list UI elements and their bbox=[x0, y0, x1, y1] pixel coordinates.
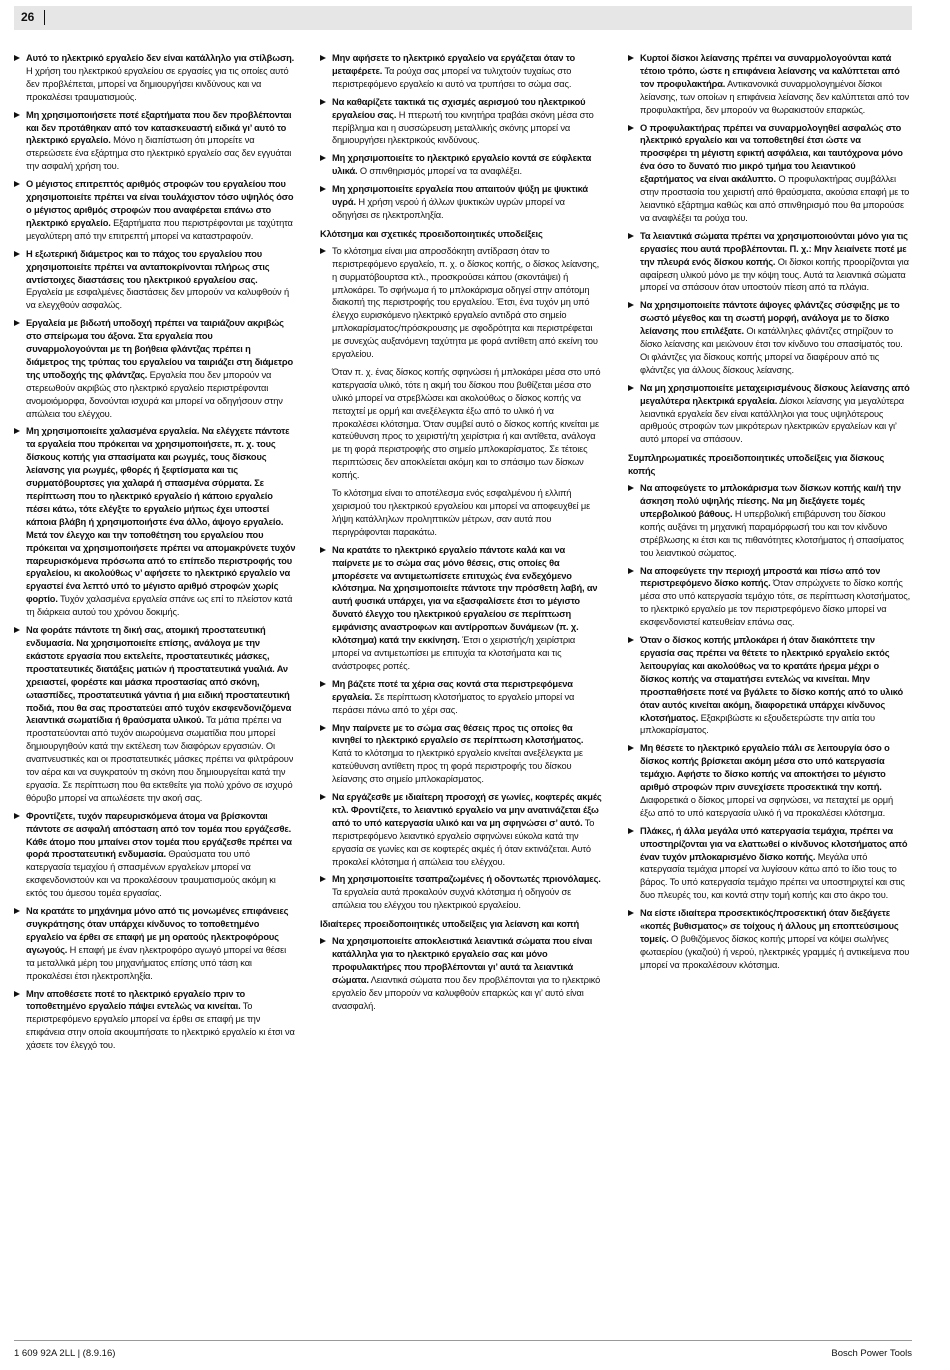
bullet-item-text: Εργαλεία με εσφαλμένες διαστάσεις δεν μπορούν να καλυφθούν ή να ελεγχθούν ασφαλώς. bbox=[26, 287, 290, 311]
bullet-item bbox=[628, 482, 910, 559]
bullet-item-bold: Μην αποθέσετε ποτέ το ηλεκτρικό εργαλείο πριν το τοποθετημένο εργαλείο πάψει εντελώς να κινείται. bbox=[26, 988, 246, 1012]
bullet-item-bold: Μην παίρνετε με το σώμα σας θέσεις προς τις οποίες θα κινηθεί το ηλεκτρικό εργαλείο σε περίπτωση κλοτσήματος. bbox=[332, 722, 584, 746]
bullet-item-text: Κατά το κλότσημα το ηλεκτρικό εργαλείο κινείται ανεξέλεγκτα με κατεύθυνση αντίθετη προς τη φορά περιστροφής του δίσκου λείανσης στο σημείο μπλοκαρίσματος. bbox=[332, 748, 583, 785]
bullet-item bbox=[628, 230, 910, 295]
bullet-item bbox=[14, 425, 296, 619]
bullet-item bbox=[320, 791, 602, 868]
bullet-item bbox=[14, 52, 296, 104]
bullet-item-bold: Τα λειαντικά σώματα πρέπει να χρησιμοποιούνται μόνο για τις εργασίες που αυτά προβλέπονται. Π. χ.: Μην λειαίνετε ποτέ με την πλευρά ενός δίσκου κοπής. bbox=[640, 230, 908, 267]
bullet-item bbox=[628, 382, 910, 447]
bullet-triangle-icon bbox=[14, 428, 20, 434]
bullet-item-bold: Φροντίζετε, τυχόν παρευρισκόμενα άτομα να βρίσκονται πάντοτε σε ασφαλή απόσταση από τον τομέα που εργάζεσθε. Κάθε άτομο που μπαίνει στον τομέα που εργάζεσθε πρέπει να φορά προστατευτική ενδυμασία. bbox=[26, 810, 292, 860]
bullet-item-bold: Να κρατάτε το μηχάνημα μόνο από τις μονωμένες επιφάνειες συγκράτησης όταν υπάρχει κίνδυνος το τοποθετημένο εργαλείο να έρθει σε επαφή με μη ορατούς ηλεκτροφόρους αγωγούς. bbox=[26, 906, 289, 955]
bullet-item bbox=[628, 122, 910, 225]
column-2 bbox=[320, 52, 602, 1018]
bullet-triangle-icon bbox=[14, 908, 20, 914]
bullet-item-bold: Η εξωτερική διάμετρος και το πάχος του εργαλείου που χρησιμοποιείτε πρέπει να ανταποκρίνονται πλήρως στις αντίστοιχες διαστάσεις του ηλεκτρικού εργαλείου σας. bbox=[26, 248, 270, 285]
bullet-triangle-icon bbox=[320, 681, 326, 687]
bullet-triangle-icon bbox=[320, 725, 326, 731]
bullet-item-bold: Μη χρησιμοποιείτε εργαλεία που απαιτούν ψύξη με ψυκτικά υγρά. bbox=[332, 184, 588, 208]
page-number: 26 bbox=[21, 10, 35, 24]
section-heading-kickback: Κλότσημα και σχετικές προειδοποιητικές υποδείξεις bbox=[320, 228, 543, 239]
bullet-item-text: Ο προφυλακτήρας συμβάλλει στην προστασία του χειριστή από θραύσματα, ακούσια επαφή με το λειαντικό εξάρτημα καθώς και από σπινθηρισμό που θα μπορούσε να αναφλέξει τα ρούχα του. bbox=[640, 174, 910, 223]
bullet-triangle-icon bbox=[14, 627, 20, 633]
bullet-item-text: Ο σπινθηρισμός μπορεί να τα αναφλέξει. bbox=[357, 166, 522, 177]
bullet-item-text: Η χρήση νερού ή άλλων ψυκτικών υγρών μπορεί να οδηγήσει σε ηλεκτροπληξία. bbox=[332, 197, 565, 220]
bullet-item-text: Τα εργαλεία αυτά προκαλούν συχνά κλότσημα ή οδηγούν σε απώλεια του ελέγχου του ηλεκτρικού εργαλείου. bbox=[332, 887, 572, 911]
bullet-triangle-icon bbox=[14, 112, 20, 118]
bullet-item bbox=[628, 52, 910, 117]
bullet-triangle-icon bbox=[14, 251, 20, 257]
bullet-item bbox=[14, 178, 296, 243]
bullet-triangle-icon bbox=[320, 248, 326, 254]
bullet-item bbox=[320, 52, 602, 91]
bullet-item-text: Τα ρούχα σας μπορεί να τυλιχτούν τυχαίως στο περιστρεφόμενο εργαλείο κι αυτό να τρυπήσει το σώμα σας. bbox=[332, 65, 572, 89]
bullet-item bbox=[14, 248, 296, 313]
bullet-item-text: Το περιστρεφόμενο λειαντικό εργαλείο σφηνώνει εύκολα κατά την εργασία σε γωνίες και σε κοφτερές ακμές ή όταν εκτινάζεται. Αυτό προκαλεί κλότσημα ή απώλεια του ελέγχου. bbox=[332, 817, 595, 867]
column-1 bbox=[14, 52, 296, 1057]
bullet-triangle-icon bbox=[320, 99, 326, 105]
kickback-item bbox=[320, 245, 602, 361]
footer-doc-id: 1 609 92A 2LL | (8.9.16) bbox=[14, 1348, 116, 1359]
bullet-item-bold: Μη χρησιμοποιείτε τσαπραζωμένες ή οδοντωτές πριονόλαμες. bbox=[332, 874, 601, 885]
section-heading-grinding: Ιδιαίτερες προειδοποιητικές υποδείξεις για λείανση και κοπή bbox=[320, 919, 580, 930]
bullet-triangle-icon bbox=[14, 813, 20, 819]
bullet-item-bold: Αυτό το ηλεκτρικό εργαλείο δεν είναι κατάλληλο για στίλβωση. bbox=[26, 53, 295, 63]
bullet-triangle-icon bbox=[628, 55, 634, 61]
bullet-item bbox=[320, 183, 602, 222]
bullet-item bbox=[320, 96, 602, 148]
kickback-paragraph-2: Όταν π. χ. ένας δίσκος κοπής σφηνώσει ή μπλοκάρει μέσα στο υπό κατεργασία υλικό, τότε η ακμή του δίσκου που βυθίζεται μέσα στο υλικό μπορεί να στρεβλώσει και ακολούθως ο δίσκος κοπής να πεταχτεί με ορμή και ανεξέλεγκτα έξω από το υλικό ή να προκαλέσει κλότσημα. Όταν συμβεί αυτό ο δίσκος κοπής κινείται με κατεύθυνση προς το χειριστή/τη χειρίστρια ή και αντίθετα, ανάλογα με τη φορά περιστροφής στο σημείο μπλοκαρίσματος. Σε τέτοιες περιπτώσεις δεν αποκλείεται ακόμη και το σπάσιμο των δίσκων κοπής. bbox=[332, 366, 601, 481]
bullet-triangle-icon bbox=[320, 794, 326, 800]
bullet-triangle-icon bbox=[628, 637, 634, 643]
bullet-triangle-icon bbox=[320, 55, 326, 61]
bullet-item-text: Οι δίσκοι κοπής προορίζονται για αφαίρεση υλικού μόνο με την κόψη τους. Αυτά τα λειαντικά σώματα μπορεί να σπάσουν όταν υποστούν πίεση από τα πλάγια. bbox=[640, 256, 909, 293]
bullet-item bbox=[14, 109, 296, 174]
bullet-item-bold: Μη χρησιμοποιήσετε ποτέ εξαρτήματα που δεν προβλέπονται και δεν προτάθηκαν από τον κατασκευαστή ειδικά γι’ αυτό το ηλεκτρικό εργαλείο. bbox=[26, 109, 292, 146]
bullet-item-text: Τα μάτια πρέπει να προστατεύονται από τυχόν αιωρούμενα σωματίδια που μπορεί δημιουργηθούν κατά την εκτέλεση των διαφόρων εργασιών. Οι αναπνευστικές και οι προστατευτικές μάσκες πρέπει να φιλτράρουν τον αέρα και να συγκρατούν τη σκόνη που δημιουργείται κατά την εργασία. Σε περίπτωση που θα εκτεθείτε για πολύ χρόνο σε ισχυρό θόρυβο μπορεί να απωλέσετε την ακοή σας. bbox=[26, 715, 294, 803]
bullet-item-bold: Ο προφυλακτήρας πρέπει να συναρμολογηθεί ασφαλώς στο ηλεκτρικό εργαλείο και να τοποθετηθεί έτσι ώστε να προσφέρει τη μέγιστη εφικτή ασφάλεια, και ταυτόχρονα μόνο ένα όσο το δυνατό πιο μικρό τμήμα του λειαντικού εξαρτήματος να είναι ακάλυπτο. bbox=[640, 122, 903, 185]
bullet-item-bold: Να εργάζεσθε με ιδιαίτερη προσοχή σε γωνίες, κοφτερές ακμές κτλ. Φροντίζετε, το λειαντικό εργαλείο να μην ανατινάζεται έξω από το υπό κατεργασία υλικό και να μη σφηνώσει σ’ αυτό. bbox=[332, 792, 602, 828]
bullet-item-bold: Μη θέσετε το ηλεκτρικό εργαλείο πάλι σε λειτουργία όσο ο δίσκος κοπής βρίσκεται ακόμη μέσα στο υπό κατεργασία τεμάχιο. Αφήστε το δίσκο κοπής να αποκτήσει το μέγιστο αριθμό στροφών πριν συνεχίσετε προσεκτικά την κοπή. bbox=[640, 743, 890, 793]
bullet-item-text: Λειαντικά σώματα που δεν προβλέπονται για το ηλεκτρικό εργαλείο δεν μπορούν να καλυφθούν επαρκώς και γι’ αυτό είναι ανασφαλή. bbox=[332, 974, 601, 1011]
bullet-triangle-icon bbox=[628, 745, 634, 751]
bullet-item-bold: Μη χρησιμοποιείτε το ηλεκτρικό εργαλείο κοντά σε εύφλεκτα υλικά. bbox=[332, 153, 592, 177]
bullet-item bbox=[628, 825, 910, 902]
bullet-item bbox=[320, 152, 602, 178]
bullet-item-text: Η υπερβολική επιβάρυνση του δίσκου κοπής αυξάνει τη μηχανική παραμόρφωσή του και τον κίνδυνο στρέβλωσης κι έτσι και τις πιθανότητες κλοτσήματος ή σπασίματος του λειαντικού σώματος. bbox=[640, 508, 904, 558]
bullet-triangle-icon bbox=[320, 876, 326, 882]
bullet-triangle-icon bbox=[320, 547, 326, 553]
bullet-triangle-icon bbox=[14, 320, 20, 326]
page-header-bar bbox=[14, 6, 912, 30]
bullet-triangle-icon bbox=[628, 568, 634, 574]
bullet-item-bold: Πλάκες, ή άλλα μεγάλα υπό κατεργασία τεμάχια, πρέπει να υποστηρίζονται για να ελαττωθεί ο κίνδυνος κλοτσήματος από έναν τυχόν μπλοκαρισμένο δίσκο κοπής. bbox=[640, 825, 908, 862]
bullet-item-bold: Μη χρησιμοποιείτε χαλασμένα εργαλεία. Να ελέγχετε πάντοτε τα εργαλεία που πρόκειται να χρησιμοποιήσετε, π. χ. τους δίσκους κοπής για σπασίματα και ρωγμές, τους δίσκους λείανσης για ρωγμές, φθορές ή ξεφτίσματα και τις συρματόβουρτσες για χαλαρά ή σπασμένα σύρματα. Σε περίπτωση που το ηλεκτρικό εργαλείο ή κάποιο εργαλείο πέσει κάτω, τότε ελέγξτε το εργαλείο μήπως έχει υποστεί κάποια βλάβη ή χρησιμοποιήστε ένα άλλο, άψογο εργαλείο. Μετά τον έλεγχο και την τοποθέτηση του εργαλείου που πρόκειται να χρησιμοποιήσετε πρέπει να απομακρύνετε τυχόν παρευρισκόμενα πρόσωπα από το επίπεδο περιστροφής του εργαλείου, κι ακολούθως ν’ αφήσετε το ηλεκτρικό εργαλείο να εργαστεί ένα λεπτό υπό το μέγιστο αριθμό στροφών χωρίς φορτίο. bbox=[26, 426, 296, 605]
bullet-triangle-icon bbox=[628, 302, 634, 308]
bullet-triangle-icon bbox=[320, 938, 326, 944]
bullet-item-text: Εξαρτήματα που περιστρέφονται με ταχύτητα μεγαλύτερη από την επιτρεπτή μπορεί να καταστραφούν. bbox=[26, 217, 293, 241]
bullet-item bbox=[14, 810, 296, 900]
bullet-item-bold: Να καθαρίζετε τακτικά τις σχισμές αερισμού του ηλεκτρικού εργαλείου σας. bbox=[332, 96, 586, 120]
bullet-item bbox=[628, 299, 910, 376]
bullet-triangle-icon bbox=[14, 991, 20, 997]
bullet-item bbox=[320, 722, 602, 787]
footer-brand: Bosch Power Tools bbox=[831, 1348, 912, 1359]
header-separator bbox=[44, 10, 45, 25]
bullet-item-bold: Να αποφεύγετε την περιοχή μπροστά και πίσω από τον περιστρεφόμενο δίσκο κοπής. bbox=[640, 565, 881, 589]
bullet-triangle-icon bbox=[14, 55, 20, 61]
bullet-item bbox=[14, 988, 296, 1053]
bullet-item-text: Δίσκοι λείανσης για μεγαλύτερα λειαντικά εργαλεία δεν είναι κατάλληλοι για τους υψηλότερους αριθμούς στροφών των μικρότερων ηλεκτρικών εργαλείων και γι’ αυτό μπορεί να σπάσουν. bbox=[640, 395, 904, 445]
bullet-item-bold: Ο μέγιστος επιτρεπτός αριθμός στροφών του εργαλείου που χρησιμοποιείτε πρέπει να είναι τουλάχιστον τόσο υψηλός όσο ο μέγιστος αριθμός στροφών που αναφέρεται επάνω στο ηλεκτρικό εργαλείο. bbox=[26, 179, 294, 228]
bullet-item-bold: Μην αφήσετε το ηλεκτρικό εργαλείο να εργάζεται όταν το μεταφέρετε. bbox=[332, 53, 576, 76]
bullet-item bbox=[320, 678, 602, 717]
bullet-triangle-icon bbox=[628, 910, 634, 916]
bullet-item-text: Η πτερωτή του κινητήρα τραβάει σκόνη μέσα στο περίβλημα και η συσσώρευση μεταλλικής σκόνης μπορεί να δημιουργήσει ηλεκτρικούς κινδύνους. bbox=[332, 109, 594, 146]
bullet-triangle-icon bbox=[628, 485, 634, 491]
bullet-item-text: Οι κατάλληλες φλάντζες στηρίζουν το δίσκο λείανσης και μειώνουν έτσι τον κίνδυνο του σπασίματός του. Οι φλάντζες για δίσκους κοπής μπορεί να διαφέρουν από τις φλάντζες για άλλους δίσκους λείανσης. bbox=[640, 326, 903, 375]
bullet-item bbox=[14, 317, 296, 420]
bullet-item-text: Τυχόν χαλασμένα εργαλεία σπάνε ως επί το πλείστον κατά τη διάρκεια αυτού του χρόνου δοκιμής. bbox=[26, 594, 293, 618]
bullet-item-text: Εργαλεία που δεν μπορούν να στερεωθούν ακριβώς στο ηλεκτρικό εργαλείο περιστρέφονται ανομοιόμορφα, δονούνται ισχυρά και μπορεί να οδηγήσουν στην απώλεια του ελέγχου. bbox=[26, 369, 283, 419]
bullet-item-bold: Όταν ο δίσκος κοπής μπλοκάρει ή όταν διακόπτετε την εργασία σας πρέπει να θέτετε το ηλεκτρικό εργαλείο εκτός λειτουργίας και ακολούθως να το κρατάτε ήρεμα μέχρι ο δίσκος κοπής να σταματήσει εντελώς να κινείται. Μην προσπαθήσετε ποτέ να βγάλετε το δίσκο κοπής από το υλικό όταν αυτός κινείται ακόμη, διαφορετικά υπάρχει κίνδυνος κλοτσήματος. bbox=[640, 635, 904, 723]
bullet-item-bold: Να χρησιμοποιείτε πάντοτε άψογες φλάντζες σύσφιξης με το σωστό μέγεθος και τη σωστή μορφή, ανάλογα με το δίσκο λείανσης που επιλέξατε. bbox=[640, 300, 900, 337]
bullet-item-text: Η επαφή με έναν ηλεκτροφόρο αγωγό μπορεί να θέσει τα μεταλλικά μέρη του μηχανήματος επίσης υπό τάση και προκαλέσει έτσι ηλεκτροπληξία. bbox=[26, 944, 287, 981]
bullet-item-bold: Μη βάζετε ποτέ τα χέρια σας κοντά στα περιστρεφόμενα εργαλεία. bbox=[332, 678, 573, 702]
bullet-item-text: Μεγάλα υπό κατεργασία τεμάχια μπορεί να λυγίσουν κάτω από το ίδιο τους το βάρος. Το υπό κατεργασία τεμάχιο πρέπει να υποστηριχτεί και στις δυο πλευρές του, και κοντά στην τομή κοπής και στο άκρο του. bbox=[640, 851, 905, 901]
bullet-triangle-icon bbox=[628, 385, 634, 391]
bullet-item-text: Εξακριβώστε κι εξουδετερώστε την αιτία του μπλοκαρίσματος. bbox=[640, 712, 875, 736]
bullet-item bbox=[320, 544, 602, 673]
bullet-item bbox=[14, 624, 296, 805]
section-heading-cutoff: Συμπληρωματικές προειδοποιητικές υποδείξεις για δίσκους κοπής bbox=[628, 453, 885, 477]
bullet-triangle-icon bbox=[320, 186, 326, 192]
bullet-item-bold: Να είστε ιδιαίτερα προσεκτικός/προσεκτική όταν διεξάγετε «κοπές βυθισματος» σε τοίχους ή άλλους μη εποπτεύσιμους τομείς. bbox=[640, 908, 899, 944]
bullet-item bbox=[14, 905, 296, 982]
bullet-item-bold: Να χρησιμοποιείτε αποκλειστικά λειαντικά σώματα που είναι κατάλληλα για το ηλεκτρικό εργαλείο σας και μόνο προφυλακτήρες που προβλέπονται γι’ αυτά τα λειαντικά σώματα. bbox=[332, 936, 593, 985]
bullet-item-bold: Να αποφεύγετε το μπλοκάρισμα των δίσκων κοπής και/ή την άσκηση πολύ υψηλής πίεσης. Να μη διεξάγετε τομές υπερβολικού βάθους. bbox=[640, 483, 901, 519]
bullet-triangle-icon bbox=[14, 181, 20, 187]
bullet-item bbox=[628, 634, 910, 737]
bullet-item-text: Η χρήση του ηλεκτρικού εργαλείου σε εργασίες για τις οποίες αυτό δεν προβλέπεται, μπορεί να δημιουργήσει κινδύνους και να προκαλέσει τραυματισμούς. bbox=[26, 65, 289, 102]
bullet-item bbox=[628, 565, 910, 630]
bullet-item-text: Σε περίπτωση κλοτσήματος το εργαλείο μπορεί να περάσει πάνω από το χέρι σας. bbox=[332, 691, 575, 715]
bullet-item bbox=[628, 907, 910, 972]
column-3 bbox=[628, 52, 910, 977]
bullet-triangle-icon bbox=[628, 828, 634, 834]
bullet-item-bold: Εργαλεία με βιδωτή υποδοχή πρέπει να ταιριάζουν ακριβώς στο σπείρωμα του άξονα. Στα εργαλεία που συναρμολογούνται με τη βοήθεια φλάντζας πρέπει η διάμετρος της τρύπας του εργαλείου να ταιριάζει στη διάμετρο της υποδοχής της φλάντζας. bbox=[26, 318, 293, 380]
bullet-item-text: Έτσι ο χειριστής/η χειρίστρια μπορεί να αντιμετωπίσει με επιτυχία τα κλοτσήματα και τις ανάστροφες ροπές. bbox=[332, 635, 576, 671]
bullet-item bbox=[320, 873, 602, 912]
bullet-item-text: Μόνο η διαπίστωση ότι μπορείτε να στερεώσετε ένα εξάρτημα στο ηλεκτρικό εργαλείο σας δεν εγγυάται την ασφαλή χρήση του. bbox=[26, 135, 292, 172]
bullet-item bbox=[320, 935, 602, 1012]
bullet-item-text: Αντικανονικά συναρμολογημένοι δίσκοι λείανσης, των οποίων η επιφάνεια λείανσης δεν καλύπτεται από τον προφυλακτήρα, δεν μπορούν να θωρακιστούν επαρκώς. bbox=[640, 78, 910, 115]
bullet-item-text: Όταν σπρώχνετε το δίσκο κοπής μέσα στο υπό κατεργασία τεμάχιο τότε, σε περίπτωση κλοτσήματος, το ηλεκτρικό εργαλείο με τον περιστρεφόμενο δίσκο μπορεί να εκσφενδονιστεί κατευθείαν επάνω σας. bbox=[640, 578, 911, 628]
bullet-item-text: Ο βυθιζόμενος δίσκος κοπής μπορεί να κόψει σωλήνες φωταερίου (γκαζιού) ή νερού, ηλεκτρικές γραμμές ή αντικείμενα που μπορεί να προκαλέσουν κλότσημα. bbox=[640, 934, 910, 970]
bullet-item-bold: Να μη χρησιμοποιείτε μεταχειρισμένους δίσκους λείανσης από μεγαλύτερα ηλεκτρικά εργαλεία. bbox=[640, 382, 910, 406]
bullet-item-text: Το περιστρεφόμενο εργαλείο μπορεί να έρθει σε επαφή με την επιφάνεια στην οποία ακουμπήσατε το ηλεκτρικό εργαλείο κι έτσι να χάσετε τον έλεγχό του. bbox=[26, 1001, 295, 1051]
bullet-item-bold: Να φοράτε πάντοτε τη δική σας, ατομική προστατευτική ενδυμασία. Να χρησιμοποιείτε επίσης, ανάλογα με την εκάστοτε εργασία που εκτελείτε, προστατευτικές μάσκες, προστατευτικές διατάξεις ματιών ή προστατευτικά γυαλιά. Αν χρειαστεί, φορέστε και μάσκα προστασίας από σκόνη, ωτασπίδες, προστατευτικά γάντια ή μια ειδική προστατευτική ποδιά, που θα σας προστατεύει από τυχόν εκσφενδονιζόμενα λειαντικά σωματίδια ή θραύσματα υλικού. bbox=[26, 625, 292, 726]
bullet-item bbox=[628, 742, 910, 819]
bullet-item-bold: Κυρτοί δίσκοι λείανσης πρέπει να συναρμολογούνται κατά τέτοιο τρόπο, ώστε η επιφάνεια λείανσης να καλύπτεται από τον προφυλακτήρα. bbox=[640, 53, 900, 89]
footer-rule bbox=[14, 1340, 912, 1341]
bullet-triangle-icon bbox=[628, 233, 634, 239]
kickback-paragraph-3: Το κλότσημα είναι το αποτέλεσμα ενός εσφαλμένου ή ελλιπή χειρισμού του ηλεκτρικού εργαλείου και μπορεί να αποφευχθεί με λήψη κατάλληλων προληπτικών μέτρων, σαν αυτά που περιγράφονται παρακάτω. bbox=[332, 488, 591, 537]
bullet-triangle-icon bbox=[320, 155, 326, 161]
bullet-triangle-icon bbox=[628, 125, 634, 131]
bullet-item-text: Διαφορετικά ο δίσκος μπορεί να σφηνώσει, να πεταχτεί με ορμή έξω από το υπό κατεργασία υλικό ή να προκαλέσει κλότσημα. bbox=[640, 794, 893, 818]
bullet-item-bold: Να κρατάτε το ηλεκτρικό εργαλείο πάντοτε καλά και να παίρνετε με το σώμα σας μόνο θέσεις, στις οποίες θα μπορέσετε να αντιμετωπίσετε επιτυχώς ένα ενδεχόμενο κλότσημα. Να χρησιμοποιείτε πάντοτε την πρόσθετη λαβή, αν αυτή φυσικά υπάρχει, για να εξασφαλίσετε έτσι το μέγιστο δυνατό έλεγχο του ηλεκτρικού εργαλείου σε περίπτωση εμφάνισης αναστροφων και αντίρροπων δυνάμεων (π. χ. κλότσημα) κατά την εκκίνηση. bbox=[332, 544, 598, 646]
kickback-text: Το κλότσημα είναι μια απροσδόκητη αντίδραση όταν το περιστρεφόμενο εργαλείο, π. χ. ο δίσκος κοπής, ο δίσκος λείανσης, η συρματόβουρτσα κτλ., προσκρούσει κάπου (σκοντάψει) ή μπλοκάρει. Το σφήνωμα ή το μπλοκάρισμα οδηγεί στην απότομη διακοπή της περιστροφής του εργαλείου. Έτσι, ένα τυχόν μη υπό έλεγχο ευρισκόμενο ηλεκτρικό εργαλείο αντιδρά στο σημείο μπλοκαρίσματος/πρόσκρουσης με σφοδρότητα και περιστρέφεται με συνεχώς αυξανόμενη ταχύτητα με φορά αντίθετη από εκείνη του εργαλείου. bbox=[332, 245, 600, 360]
bullet-item-text: Θραύσματα του υπό κατεργασία τεμαχίου ή σπασμένων εργαλείων μπορεί να εκσφενδονιστούν και να προκαλέσουν τραυματισμούς ακόμη κι εκτός του άμεσου τομέα εργασίας. bbox=[26, 849, 276, 899]
